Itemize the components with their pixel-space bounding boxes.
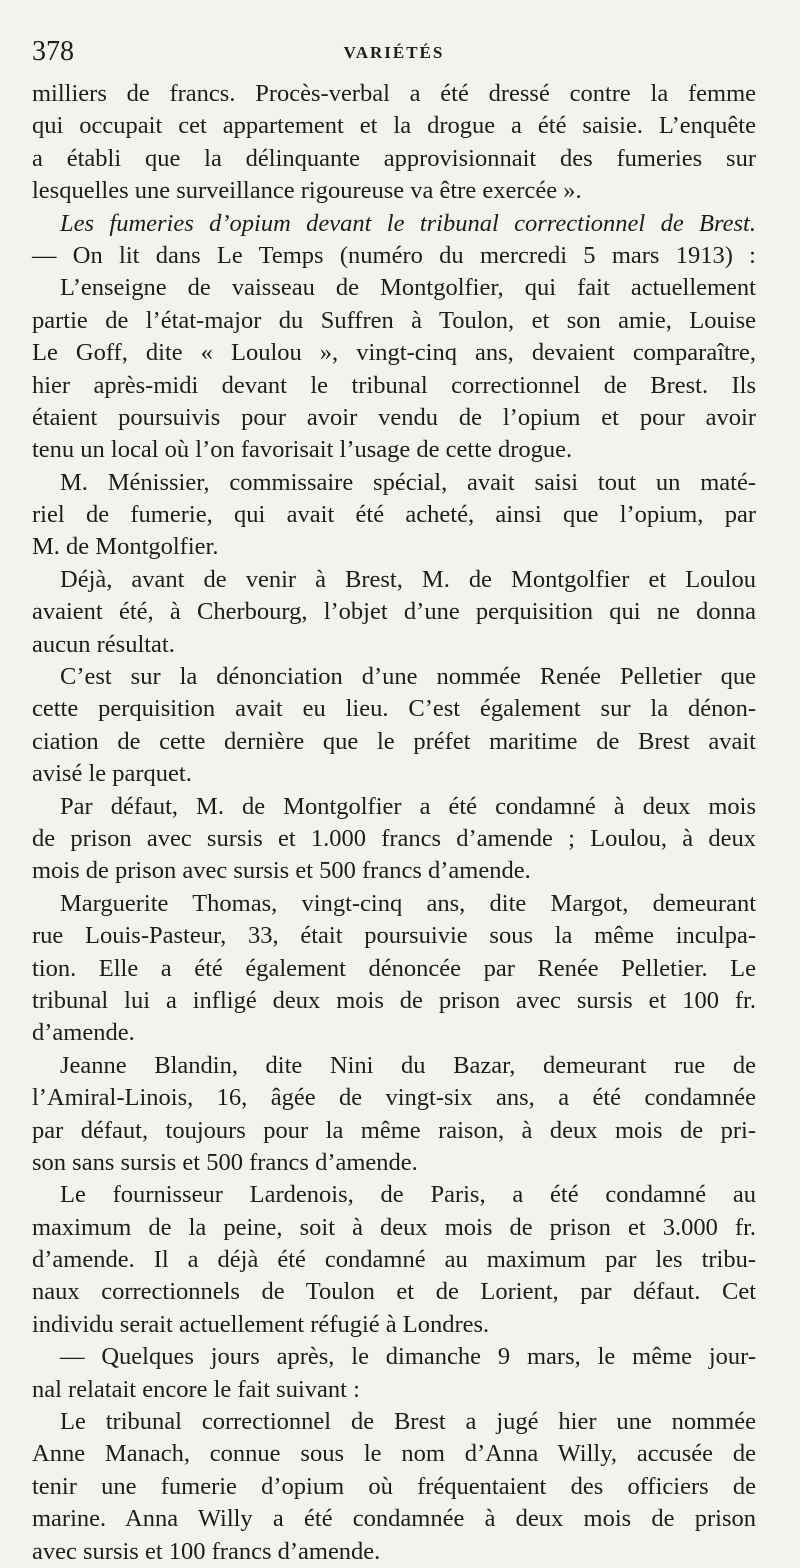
text-line: Jeanne Blandin, dite Nini du Bazar, demeurant rue de (60, 1051, 756, 1079)
text-line: — Quelques jours après, le dimanche 9 mars, le même jour- (60, 1343, 756, 1371)
text-line: Le tribunal correctionnel de Brest a jugé hier une nommée (60, 1408, 756, 1436)
page-number: 378 (32, 36, 74, 67)
text-line: maximum de la peine, soit à deux mois de prison et 3.000 fr. (32, 1213, 756, 1241)
text-line: Déjà, avant de venir à Brest, M. de Montgolfier et Loulou (60, 565, 756, 593)
text-line: partie de l’état-major du Suffren à Toulon, et son amie, Louise (32, 306, 756, 334)
text-line: lesquelles une surveillance rigoureuse va être exercée ». (32, 177, 582, 205)
text-line: cette perquisition avait eu lieu. C’est également sur la dénon- (32, 695, 756, 723)
text-line: Anne Manach, connue sous le nom d’Anna Willy, accusée de (32, 1440, 756, 1468)
text-line: M. Ménissier, commissaire spécial, avait saisi tout un maté- (60, 468, 756, 496)
text-line: L’enseigne de vaisseau de Montgolfier, qui fait actuellement (60, 274, 756, 302)
text-line: aucun résultat. (32, 630, 175, 658)
text-line: M. de Montgolfier. (32, 533, 219, 561)
text-line: tenir une fumerie d’opium où fréquentaient des officiers de (32, 1472, 756, 1500)
text-line: par défaut, toujours pour la même raison, à deux mois de pri- (32, 1116, 756, 1144)
text-line: naux correctionnels de Toulon et de Lorient, par défaut. Cet (32, 1278, 756, 1306)
text-line: son sans sursis et 500 francs d’amende. (32, 1148, 418, 1176)
text-line: milliers de francs. Procès-verbal a été dressé contre la femme (32, 80, 756, 107)
text-line: rue Louis-Pasteur, 33, était poursuivie sous la même inculpa- (32, 922, 756, 950)
running-head (32, 30, 756, 78)
text-line: a établi que la délinquante approvisionnait des fumeries sur (32, 144, 756, 172)
text-line: avaient été, à Cherbourg, l’objet d’une perquisition qui ne donna (32, 598, 756, 626)
text-line: tribunal lui a infligé deux mois de prison avec sursis et 100 fr. (32, 986, 756, 1014)
text-line: avisé le parquet. (32, 760, 192, 788)
text-line: riel de fumerie, qui avait été acheté, ainsi que l’opium, par (32, 501, 756, 529)
text-line: marine. Anna Willy a été condamnée à deux mois de prison (32, 1505, 756, 1533)
text-line: qui occupait cet appartement et la drogue a été saisie. L’enquête (32, 112, 756, 140)
text-line: de prison avec sursis et 1.000 francs d’amende ; Loulou, à deux (32, 824, 756, 852)
text-line: — On lit dans Le Temps (numéro du mercredi 5 mars 1913) : (32, 241, 756, 269)
text-line: d’amende. Il a déjà été condamné au maximum par les tribu- (32, 1246, 756, 1274)
text-line: avec sursis et 100 francs d’amende. (32, 1537, 381, 1565)
body-text (32, 78, 756, 1568)
text-line: tenu un local où l’on favorisait l’usage de cette drogue. (32, 436, 573, 464)
text-line: d’amende. (32, 1019, 135, 1047)
text-line: mois de prison avec sursis et 500 francs d’amende. (32, 857, 531, 885)
text-line: C’est sur la dénonciation d’une nommée Renée Pelletier que (60, 663, 756, 691)
section-heading-line: Les fumeries d’opium devant le tribunal correctionnel de Brest. (60, 209, 756, 237)
text-line: individu serait actuellement réfugié à Londres. (32, 1310, 490, 1338)
text-line: Marguerite Thomas, vingt-cinq ans, dite Margot, demeurant (60, 889, 756, 917)
text-line: ciation de cette dernière que le préfet maritime de Brest avait (32, 727, 756, 755)
text-line: nal relatait encore le fait suivant : (32, 1375, 360, 1403)
text-line: Par défaut, M. de Montgolfier a été condamné à deux mois (60, 792, 756, 820)
text-line: étaient poursuivis pour avoir vendu de l’opium et pour avoir (32, 403, 756, 431)
text-line: l’Amiral-Linois, 16, âgée de vingt-six ans, a été condamnée (32, 1084, 756, 1112)
text-line: hier après-midi devant le tribunal correctionnel de Brest. Ils (32, 371, 756, 399)
text-line: Le fournisseur Lardenois, de Paris, a été condamné au (60, 1181, 756, 1209)
text-line: tion. Elle a été également dénoncée par Renée Pelletier. Le (32, 954, 756, 982)
text-line: Le Goff, dite « Loulou », vingt-cinq ans, devaient comparaître, (32, 339, 756, 367)
running-title: VARIÉTÉS (343, 43, 445, 62)
